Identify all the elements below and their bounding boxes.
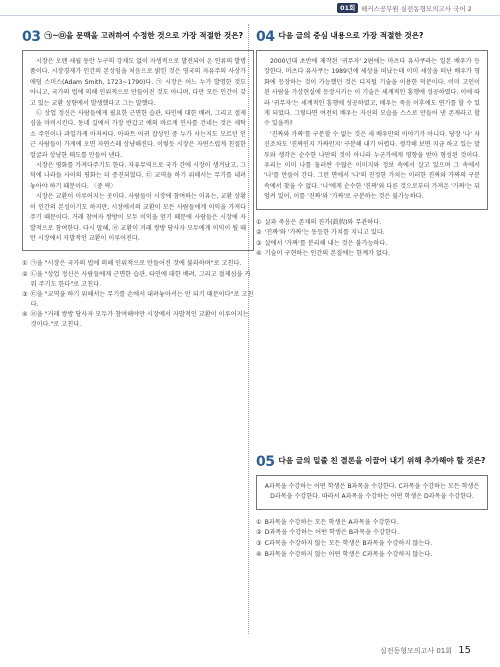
answer-option[interactable]	[22, 290, 254, 309]
page-footer	[380, 645, 471, 656]
answer-option[interactable]	[256, 249, 488, 259]
passage-paragraph: 시장은 오랜 세월 동안 누구의 강제도 없이 자생적으로 발전되어 온 인류의 발명품이다. 시장경제가 인간의 본성임을 처음으로 밝힌 것은 영국의 자유주의 사상가 애덤 스미스(Adam Smith, 1723~1790)다. ㉠ 시장은 어느 누가 발명한 것도 아니고, 국가의 법에 의해 인위적으로 만들어진 것도 아니며, 다만 모든 인간이 갖고 있는 교환 성향에서 발생했다고 그는 말했다.	[30, 58, 246, 107]
answer-option[interactable]	[22, 259, 254, 269]
passage-paragraph: 2000년대 초반에 제작된 '귀무자' 2편에는 마츠다 유사쿠라는 일본 배우가 등장한다. 마츠다 유사쿠는 1989년에 세상을 떠났는데 이미 세상을 떠난 배우가 영화에 등장하는 것이 가능했던 것은 디지털 기술을 이용한 덕분이다. 이미 고인이 된 사람을 가상현실에 등장시키는 이 기술은 세계적인 흥행에 성공하였다. 이에 따라 '귀무자'는 세계적인 흥행에 성공하였고, 배우는 죽음 이후에도 연기를 할 수 있게 되었다. 그렇다면 여전히 배우는 자신의 모습을 스스로 만들어 낸 존재라고 할 수 있을까?	[264, 58, 480, 128]
page-number: 15	[458, 645, 471, 656]
book-title: 해커스공무원 실전동형모의고사 국어 2	[361, 5, 472, 13]
passage-paragraph: ㉡ 상업 정신은 사람들에게 필요한 근면한 습관, 타인에 대한 배려, 그리고 절제심을 마비시킨다. 동네 길에서 가장 반갑고 예의 바르게 인사를 건네는 것은 세탁소 주인이나 과일가게 아저씨다. 아파트 어귀 잡상인 중 누가 사는지도 모르던 인근 사람들이 가게에 오면 자연스레 상냥해진다. 이렇듯 시장은 자연스럽게 친절한 얼굴과 상냥한 태도를 만들어 낸다.	[30, 110, 246, 159]
option-number: ④	[22, 311, 28, 319]
passage-paragraph: 시장은 평화를 가져다주기도 한다. 자유무역으로 국가 간에 시장이 생겨났고, 그 덕에 나라들 사이의 평화는 더 증진되었다. ㉢ 교역을 하기 위해서는 무기를 내려놓아야 하기 때문이다. 〈중 략〉	[30, 162, 246, 190]
question-03-header	[22, 30, 254, 44]
answer-option[interactable]	[256, 550, 488, 560]
option-number: ③	[256, 239, 262, 247]
answer-option[interactable]	[256, 528, 488, 538]
question-04-header	[256, 30, 488, 44]
option-text: ㉡을 "상업 정신은 사람들에게 근면한 습관, 타인에 대한 배려, 그리고 절제심을 키워 주기도 한다"로 고친다.	[30, 270, 251, 288]
page-header	[0, 0, 500, 18]
passage-paragraph: '진짜와 가짜'를 구분할 수 없는 것은 세 배우만의 이야기가 아니다. 당장 '나' 자신조차도 '진짜인지 가짜인지' 구분해 내기 어렵다. 생각해 보면 지금 하고 있는 말투와 생각은 순수한 나만의 것이 아니라 누군가에게 영향을 받아 형성된 것이다. 우리는 이미 나를 둘러싼 수많은 이미지와 정보 속에서 살고 있으며 그 속에서 '나'를 만들어 간다. 그런 면에서 '나'의 진정한 가치는 이러한 진짜와 가짜의 구분 속에서 찾을 수 없다. '나'에게 순수한 '진짜'와 다른 것으로부터 가져온 '가짜'는 뒤엉켜 있어, 이를 '진짜'와 '가짜'로 구분하는 것은 불가능하다.	[264, 130, 480, 201]
option-number: ①	[22, 260, 28, 268]
option-number: ①	[256, 518, 262, 526]
option-text: '진짜'와 '가짜'는 동등한 가치를 지니고 있다.	[264, 229, 385, 237]
answer-options	[256, 518, 488, 559]
header-rule	[0, 15, 500, 16]
passage-box	[256, 475, 488, 510]
passage-box	[256, 50, 488, 210]
answer-option[interactable]	[22, 310, 254, 329]
option-number: ④	[256, 550, 262, 558]
option-text: 살에서 '가짜'를 분리해 내는 것은 불가능하다.	[264, 239, 388, 247]
answer-option[interactable]	[256, 518, 488, 528]
round-badge: 01회	[337, 3, 358, 13]
question-05-header	[256, 455, 488, 469]
question-05	[256, 455, 488, 560]
option-text: ㉣을 "거래 쌍방 당사자 모두가 참여해야만 시장에서 자발적인 교환이 이루어지는 것이다."로 고친다.	[30, 311, 249, 328]
passage-paragraph: 시장은 교환이 이루어지는 곳이다. 사람들이 시장에 참여하는 이유는, 교환 상황이 인간의 본성이기도 하지만, 시장에서의 교환이 모든 사람들에게 이익을 가져다주기 때문이다. 거래 참여자 쌍방이 모두 이익을 얻기 때문에 사람들은 시장에 자발적으로 참여한다. 다시 말해, ㉣ 교환이 거래 쌍방 당사자 모두에게 이익이 될 때만 시장에서 자발적인 교환이 이루어진다.	[30, 193, 246, 242]
option-text: ㉢을 "교역을 하기 위해서는 무기를 손에서 내려놓아서는 안 되기 때문이다"로 고친다.	[30, 291, 254, 308]
option-text: B과목을 수강하는 모든 학생은 A과목을 수강한다.	[264, 518, 399, 526]
option-text: ㉠을 "시장은 국가의 법에 의해 인위적으로 만들어진 것에 불과하며"로 고친다.	[30, 260, 242, 268]
answer-option[interactable]	[256, 228, 488, 238]
option-number: ②	[256, 529, 262, 537]
question-number: 05	[256, 454, 275, 470]
option-text: B과목을 수강하지 않는 어떤 학생은 C과목을 수강하지 않는다.	[264, 550, 433, 558]
option-number: ②	[22, 270, 28, 278]
option-text: D과목을 수강하는 어떤 학생은 B과목을 수강한다.	[264, 529, 399, 537]
question-03	[22, 30, 254, 330]
option-text: 기술이 구현하는 인간의 본질에는 한계가 없다.	[264, 250, 390, 258]
option-text: C과목을 수강하지 않는 모든 학생은 B과목을 수강하지 않는다.	[264, 540, 433, 547]
question-text: ㉠~㉤을 문맥을 고려하여 수정한 것으로 가장 적절한 것은?	[44, 31, 243, 40]
answer-option[interactable]	[256, 239, 488, 249]
option-number: ④	[256, 250, 262, 258]
passage-paragraph: A과목을 수강하는 어떤 학생은 B과목을 수강한다. C과목을 수강하는 모든 학생은 D과목을 수강한다. 따라서 A과목을 수강하는 어떤 학생은 D과목을 수강한다.	[264, 483, 480, 501]
footer-label: 실전동형모의고사 01회	[380, 647, 452, 655]
answer-option[interactable]	[256, 539, 488, 549]
answer-option[interactable]	[22, 270, 254, 289]
question-text: 다음 글의 밑줄 친 결론을 이끌어 내기 위해 추가해야 할 것은?	[278, 456, 486, 465]
option-number: ③	[256, 540, 262, 547]
question-04	[256, 30, 488, 260]
question-text: 다음 글의 중심 내용으로 가장 적절한 것은?	[278, 31, 424, 40]
option-number: ③	[22, 291, 28, 299]
option-number: ②	[256, 229, 262, 237]
passage-box	[22, 50, 254, 251]
question-number: 04	[256, 29, 275, 45]
option-text: 살과 죽음은 존재의 진가(眞假)와 무관하다.	[264, 218, 382, 226]
answer-options	[22, 259, 254, 329]
answer-option[interactable]	[256, 218, 488, 228]
option-number: ①	[256, 218, 262, 226]
question-number: 03	[22, 29, 41, 45]
answer-options	[256, 218, 488, 259]
